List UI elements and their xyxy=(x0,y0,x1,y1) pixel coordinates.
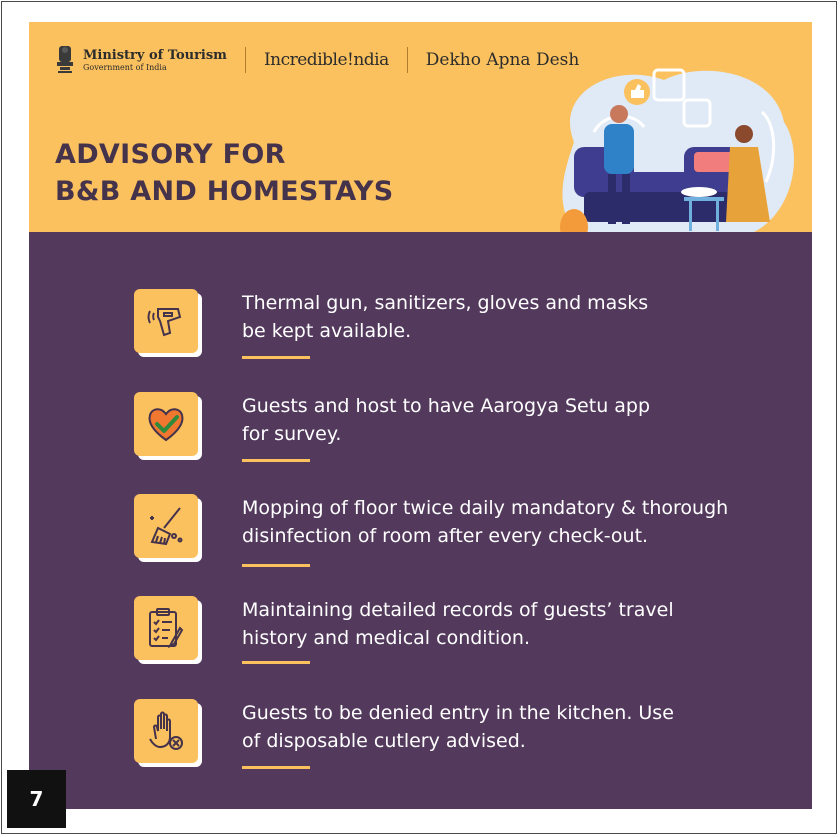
homestay-illustration xyxy=(534,52,812,232)
list-item xyxy=(134,699,804,779)
page-number-badge: 7 xyxy=(7,770,66,828)
mop-icon xyxy=(144,504,188,548)
list-item xyxy=(134,596,804,676)
item-text xyxy=(242,699,674,755)
item-line-1: Guests and host to have Aarogya Setu app xyxy=(242,395,651,417)
heart-check-icon xyxy=(144,402,188,446)
icon-box xyxy=(134,289,198,353)
icon-box xyxy=(134,596,198,660)
item-text xyxy=(242,494,728,550)
item-text xyxy=(242,392,650,448)
item-underline xyxy=(242,766,310,769)
item-line-2: of disposable cutlery advised. xyxy=(242,730,526,752)
national-emblem-icon xyxy=(55,44,75,76)
thermal-gun-icon xyxy=(144,299,188,343)
advisory-card xyxy=(29,22,812,809)
item-line-2: for survey. xyxy=(242,423,342,445)
item-line-1: Maintaining detailed records of guests’ travel xyxy=(242,599,674,621)
item-underline xyxy=(242,661,310,664)
icon-box xyxy=(134,699,198,763)
incredible-india-logo: Incredible!ndia xyxy=(263,50,389,70)
header-band xyxy=(29,22,812,232)
list-item xyxy=(134,289,804,369)
page-title xyxy=(55,136,393,210)
list-item xyxy=(134,392,804,472)
ministry-name: Ministry of Tourism xyxy=(83,47,227,63)
icon-box xyxy=(134,392,198,456)
ministry-logo xyxy=(83,48,227,73)
item-line-1: Thermal gun, sanitizers, gloves and masks xyxy=(242,292,649,314)
icon-box xyxy=(134,494,198,558)
divider xyxy=(245,47,246,73)
title-line-1: ADVISORY FOR xyxy=(55,139,286,170)
item-text xyxy=(242,596,674,652)
dekho-apna-desh-logo: Dekho Apna Desh xyxy=(425,50,580,70)
item-text xyxy=(242,289,648,345)
hand-cross-icon xyxy=(144,709,188,753)
divider xyxy=(407,47,408,73)
item-underline xyxy=(242,564,310,567)
item-line-1: Guests to be denied entry in the kitchen. Use xyxy=(242,702,674,724)
item-line-2: history and medical condition. xyxy=(242,627,531,649)
item-line-2: disinfection of room after every check-out. xyxy=(242,525,649,547)
list-item xyxy=(134,494,804,574)
advisory-list-panel xyxy=(29,232,812,809)
item-line-1: Mopping of floor twice daily mandatory & thorough xyxy=(242,497,729,519)
checklist-icon xyxy=(144,606,188,650)
item-line-2: be kept available. xyxy=(242,320,412,342)
title-line-2: B&B AND HOMESTAYS xyxy=(55,176,394,207)
logo-bar xyxy=(55,42,579,78)
item-underline xyxy=(242,459,310,462)
ministry-subtitle: Government of India xyxy=(83,62,167,72)
item-underline xyxy=(242,356,310,359)
